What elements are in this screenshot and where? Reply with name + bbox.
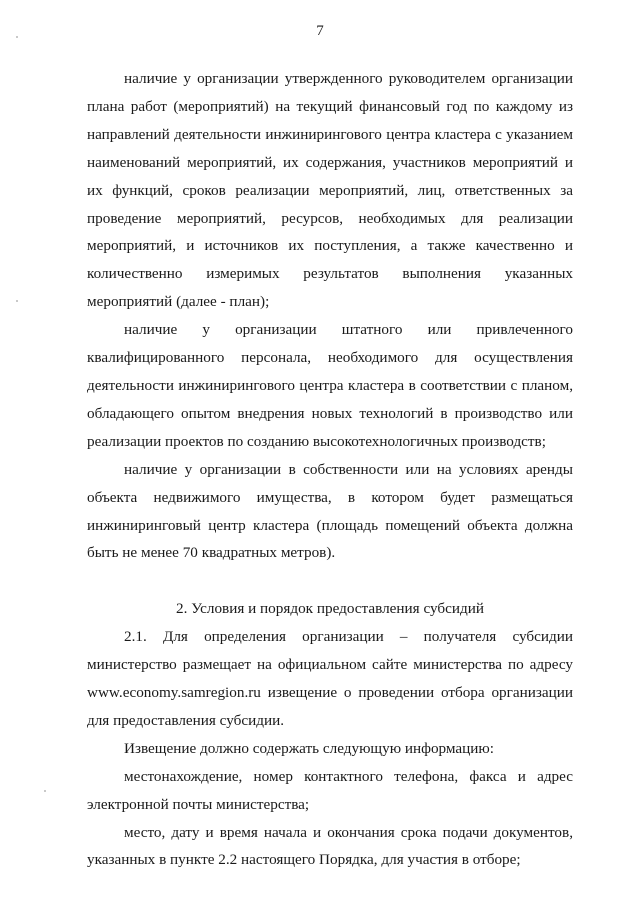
paragraph-plan-requirement: наличие у организации утвержденного руководителем организации плана работ (мероприятий) на текущий финансовый год по каждому из направлений деятельности инжинирингового центра кластера с указанием наименований мероприятий, их содержания, участников мероприятий и их функций, сроков реализации мероприятий, лиц, ответственных за проведение мероприятий, ресурсов, необходимых для реализации мероприятий, и источников их поступления, а также качественно и количественно измеримых результатов выполнения указанных мероприятий (далее - план); bbox=[87, 70, 573, 311]
paragraph-submission-timing: место, дату и время начала и окончания срока подачи документов, указанных в пункте 2.2 настоящего Порядка, для участия в отборе; bbox=[87, 823, 573, 869]
paragraph-premises-requirement: наличие у организации в собственности или на условиях аренды объекта недвижимого имущества, в котором будет размещаться инжиниринговый центр кластера (площадь помещений объекта должна быть не менее 70 квадратных метров). bbox=[87, 460, 573, 562]
paragraph-2-1: 2.1. Для определения организации – получателя субсидии министерство размещает на официальном сайте министерства по адресу www.economy.samregion.ru извещение о проведении отбора организации для предоставления субсидии. bbox=[87, 628, 573, 729]
page-number: 7 bbox=[316, 23, 324, 39]
section-heading: 2. Условия и порядок предоставления субсидий bbox=[176, 600, 484, 618]
paragraph-staff-requirement: наличие у организации штатного или привлеченного квалифицированного персонала, необходимого для осуществления деятельности инжинирингового центра кластера в соответствии с планом, обладающего опытом внедрения новых технологий в производство или реализации проектов по созданию высокотехнологичных производств; bbox=[87, 321, 573, 450]
document-body bbox=[87, 65, 573, 874]
paragraph-ministry-contacts: местонахождение, номер контактного телефона, факса и адрес электронной почты министерства; bbox=[87, 767, 573, 813]
paragraph-notice-info: Извещение должно содержать следующую информацию: bbox=[124, 739, 494, 757]
